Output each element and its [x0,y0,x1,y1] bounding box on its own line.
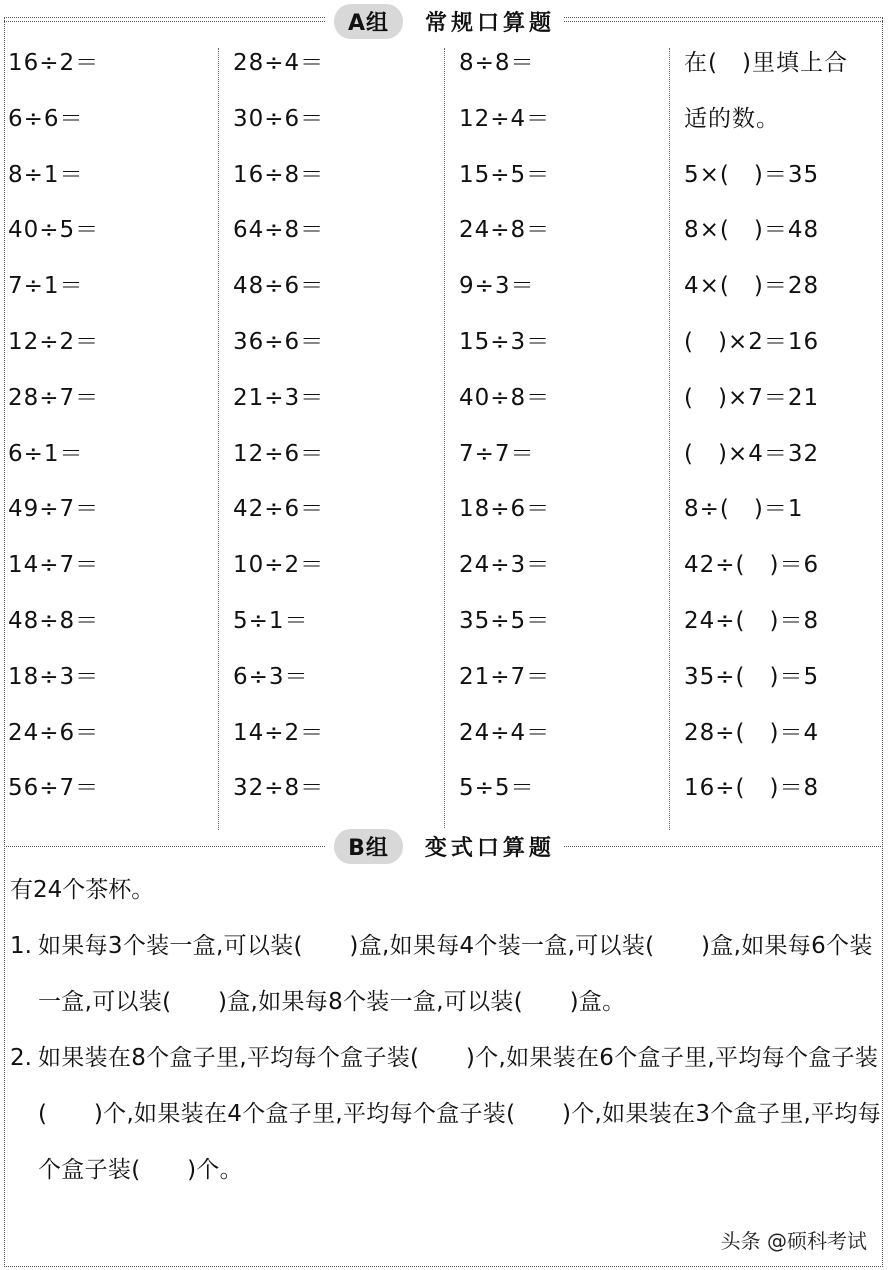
problem: 15÷5＝ [459,161,551,188]
problem: 32÷8＝ [233,775,325,802]
problem: 42÷( )＝6 [684,552,820,579]
problem: 24÷( )＝8 [684,607,820,634]
problem: 24÷3＝ [459,552,551,579]
column-divider [669,48,670,830]
problem: 40÷8＝ [459,384,551,411]
problem: 16÷( )＝8 [684,775,820,802]
problem: 42÷6＝ [233,496,325,523]
problem: 28÷4＝ [233,50,325,76]
problem: 64÷8＝ [233,217,325,244]
section-b-title: 变式口算题 [424,835,555,861]
instruction: 在( )里填上合 [684,50,848,76]
problem: 7÷1＝ [8,273,84,300]
problem: 7÷7＝ [459,440,535,467]
watermark: 头条 @硕科考试 [717,1225,871,1254]
column-1 [8,36,218,817]
problem: 24÷8＝ [459,217,551,244]
question-number: 2. [10,1045,32,1071]
section-b-badge: B组 [334,829,403,864]
problem: 12÷4＝ [459,105,551,132]
question-text: 如果装在8个盒子里,平均每个盒子装( )个,如果装在6个盒子里,平均每个盒子装( )个,如果装在4个盒子里,平均每个盒子装( )个,如果装在3个盒子里,平均每个盒子装( )个。 [38,1045,882,1183]
problem: 28÷( )＝4 [684,719,820,746]
section-b-content [10,862,882,1198]
problem: 21÷3＝ [233,384,325,411]
problem: 48÷6＝ [233,273,325,300]
section-b-header [0,829,889,863]
problem: 4×( )＝28 [684,273,820,300]
problem: 48÷8＝ [8,607,100,634]
problem: 8÷( )＝1 [684,496,804,523]
problem: 24÷6＝ [8,719,100,746]
problem: 24÷4＝ [459,719,551,746]
problem: 12÷2＝ [8,328,100,355]
problem: ( )×7＝21 [684,384,820,411]
problem: 5×( )＝35 [684,161,820,188]
problem: 16÷8＝ [233,161,325,188]
problem: 18÷6＝ [459,496,551,523]
problem: 14÷7＝ [8,552,100,579]
problem: ( )×4＝32 [684,440,820,467]
question-2 [10,1030,882,1198]
section-a-badge: A组 [334,4,403,39]
problem: 9÷3＝ [459,273,535,300]
problem: 14÷2＝ [233,719,325,746]
column-3 [459,36,669,817]
problem: 5÷5＝ [459,775,535,802]
column-4 [684,36,882,817]
problem: 6÷6＝ [8,105,84,132]
instruction: 适的数。 [684,105,780,132]
problem: 28÷7＝ [8,384,100,411]
problem: 12÷6＝ [233,440,325,467]
problem: 15÷3＝ [459,328,551,355]
problem: ( )×2＝16 [684,328,820,355]
problem: 6÷1＝ [8,440,84,467]
section-a-header [0,4,889,38]
problem: 18÷3＝ [8,663,100,690]
problem: 35÷5＝ [459,607,551,634]
problem: 8÷8＝ [459,50,535,76]
column-divider [444,48,445,830]
problem: 10÷2＝ [233,552,325,579]
column-divider [218,48,219,830]
problem: 5÷1＝ [233,607,309,634]
problem: 8÷1＝ [8,161,84,188]
question-text: 如果每3个装一盒,可以装( )盒,如果每4个装一盒,可以装( )盒,如果每6个装一盒,可以装( )盒,如果每8个装一盒,可以装( )盒。 [38,933,873,1015]
section-a-title: 常规口算题 [425,10,556,36]
problem: 40÷5＝ [8,217,100,244]
problem: 49÷7＝ [8,496,100,523]
problem: 16÷2＝ [8,50,100,76]
problem: 8×( )＝48 [684,217,820,244]
problem: 35÷( )＝5 [684,663,820,690]
problem: 6÷3＝ [233,663,309,690]
problem: 30÷6＝ [233,105,325,132]
question-1 [10,918,882,1030]
problem: 21÷7＝ [459,663,551,690]
question-number: 1. [10,933,32,959]
problem: 36÷6＝ [233,328,325,355]
column-2 [233,36,443,817]
problem: 56÷7＝ [8,775,100,802]
word-problem-intro: 有24个茶杯。 [10,877,155,903]
